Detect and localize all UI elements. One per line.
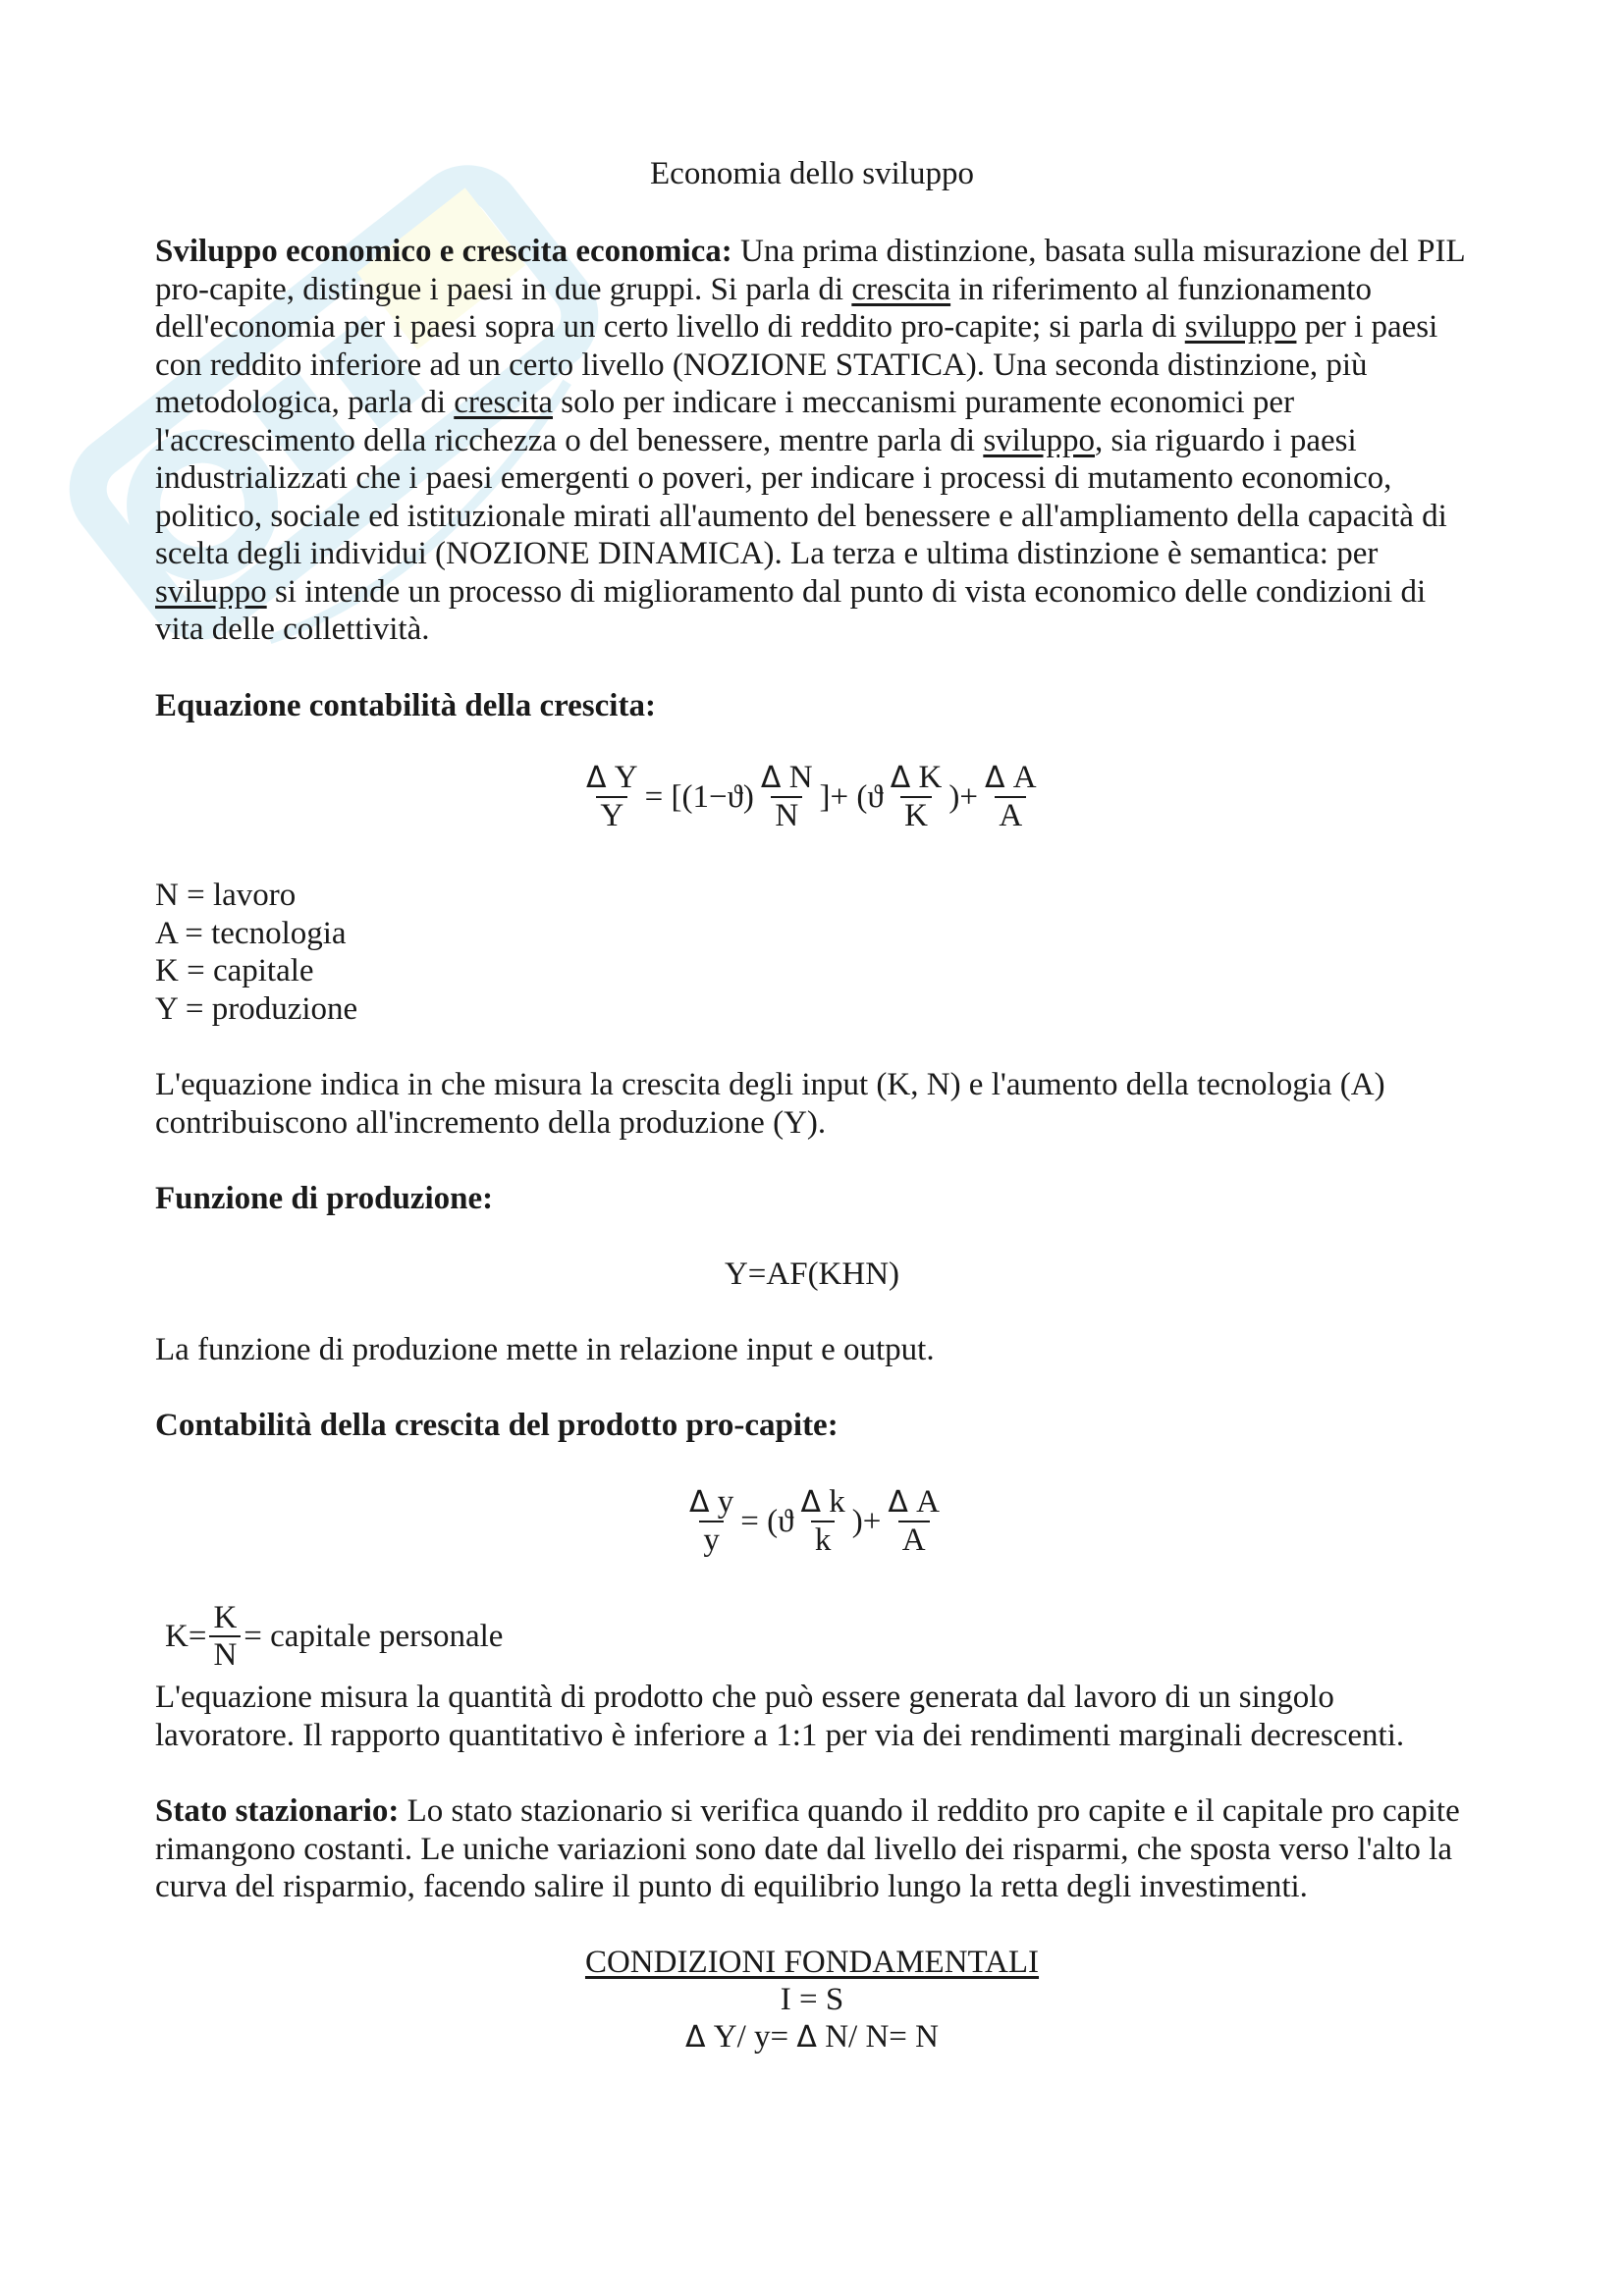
condition-2: [0, 2018, 1624, 2057]
delta-symbol: Δ: [685, 2020, 706, 2055]
paragraph-text: L'equazione indica in che misura la crescita degli input (K, N) e l'aumento della tecnologia (A) contribuiscono all'incremento della produzione (Y).: [155, 1067, 1385, 1141]
delta-symbol: Δ: [689, 1485, 710, 1520]
growth-accounting-equation: [579, 760, 1044, 833]
var-k: k: [829, 1484, 845, 1520]
theta-symbol: ϑ: [867, 778, 884, 815]
fraction-dN-N: [757, 760, 817, 833]
paragraph-funzione: [155, 1331, 1481, 1369]
delta-symbol: Δ: [888, 1485, 908, 1520]
text-run: solo per indicare i meccanismi puramente economici per l'accrescimento della ricchezza o del benessere, mentre parla di: [155, 385, 1295, 458]
heading-sviluppo: Sviluppo economico e crescita economica:: [155, 234, 732, 269]
eq-operator: )+: [851, 1503, 882, 1539]
text-run: Una prima distinzione, basata sulla misurazione del PIL pro-capite, distingue i paesi in due gruppi. Si parla di: [155, 234, 1465, 307]
fraction-dA-A: [981, 760, 1041, 833]
underlined-term: sviluppo: [155, 573, 267, 610]
eq-lhs: K=: [165, 1619, 207, 1654]
heading-equazione: Equazione contabilità della crescita:: [155, 688, 656, 723]
text-run: Lo stato stazionario si verifica quando il reddito pro capite e il capitale pro capite rimangono costanti. Le uniche variazioni sono date dal livello dei risparmi, che sposta verso l'alto la curva del risparmio, facendo salire il punto di equilibrio lungo la retta degli investimenti.: [155, 1793, 1460, 1904]
section-sviluppo: [155, 233, 1481, 649]
paragraph-procapite: [155, 1679, 1481, 1754]
var-N: N: [788, 760, 813, 795]
var-y: y: [699, 1521, 724, 1558]
text-run: , sia riguardo i paesi industrializzati che i paesi emergenti o poveri, per indicare i processi di mutamento economico, politico, sociale ed istituzionale mirati all'aumento del benessere e all'ampliamento della capacità di scelta degli individui (NOZIONE DINAMICA). La terza e ultima distinzione è semantica: per: [155, 422, 1447, 571]
section-procapite: [155, 1407, 1481, 1445]
var-K: K: [900, 796, 932, 833]
paragraph-equazione: [155, 1066, 1481, 1142]
eq-operator: ]+ (: [819, 778, 868, 815]
conditions-title: [0, 1944, 1624, 1982]
legend-item: A = tecnologia: [155, 915, 347, 951]
var-Y: Y: [596, 796, 627, 833]
eq-operator: ): [742, 778, 754, 815]
delta-symbol: Δ: [760, 761, 782, 795]
capital-per-worker-equation: [165, 1600, 503, 1673]
heading-procapite: Contabilità della crescita del prodotto pro-capite:: [155, 1408, 839, 1443]
fraction-K-N: [209, 1600, 241, 1673]
delta-symbol: Δ: [984, 761, 1005, 795]
heading-funzione: Funzione di produzione:: [155, 1181, 494, 1216]
var-A: A: [995, 796, 1026, 833]
var-A: A: [898, 1521, 930, 1558]
legend-item: Y = produzione: [155, 990, 358, 1027]
heading-stazionario: Stato stazionario:: [155, 1793, 400, 1829]
legend-item: N = lavoro: [155, 878, 297, 913]
legend-item: K = capitale: [155, 953, 314, 988]
section-stazionario: [155, 1792, 1481, 1906]
conditions-title-text: CONDIZIONI FONDAMENTALI: [584, 1945, 1040, 1980]
eq-rhs: = capitale personale: [244, 1619, 504, 1654]
eq-operator: )+: [948, 778, 978, 815]
eq-operator: = [(1−: [644, 778, 728, 815]
var-y: y: [717, 1484, 734, 1520]
underlined-term: sviluppo: [983, 422, 1096, 458]
paragraph-stazionario: [155, 1792, 1481, 1906]
theta-symbol: ϑ: [727, 778, 743, 815]
var-Y: Y: [614, 760, 638, 795]
theta-symbol: ϑ: [778, 1503, 794, 1539]
production-function-formula: Y=AF(KHN): [724, 1256, 900, 1292]
var-N: N: [209, 1635, 241, 1673]
section-equazione: [155, 687, 1481, 725]
fraction-dy-y: [685, 1484, 737, 1558]
eq-operator: = (: [740, 1503, 779, 1539]
paragraph-text: La funzione di produzione mette in relazione input e output.: [155, 1332, 935, 1367]
fraction-dY-Y: [582, 760, 642, 833]
delta-symbol: Δ: [890, 761, 911, 795]
eq-text: Y/ y=: [713, 2019, 789, 2055]
section-funzione: [155, 1180, 1481, 1218]
underlined-term: sviluppo: [1184, 309, 1297, 345]
paragraph-text: L'equazione misura la quantità di prodotto che può essere generata dal lavoro di un singolo lavoratore. Il rapporto quantitativo è inferiore a 1:1 per via dei rendimenti marginali decrescenti.: [155, 1680, 1405, 1753]
text-run: in riferimento al funzionamento dell'economia per i paesi sopra un certo livello di reddito pro-capite; si parla di: [155, 271, 1372, 345]
page-title: Economia dello sviluppo: [650, 156, 974, 191]
var-N: N: [771, 796, 802, 833]
var-k: k: [811, 1521, 836, 1558]
text-run: per i paesi con reddito inferiore ad un certo livello (NOZIONE STATICA). Una seconda distinzione, più metodologica, parla di: [155, 309, 1438, 420]
var-A: A: [1012, 760, 1037, 795]
eq-text: N/ N= N: [825, 2019, 939, 2055]
delta-symbol: Δ: [800, 1485, 822, 1520]
fraction-dA-A: [884, 1484, 944, 1558]
paragraph-sviluppo: [155, 233, 1481, 649]
per-capita-equation: [682, 1484, 947, 1558]
var-K: K: [213, 1600, 238, 1635]
delta-symbol: Δ: [586, 761, 607, 795]
text-run: si intende un processo di miglioramento dal punto di vista economico delle condizioni di vita delle collettività.: [155, 573, 1427, 647]
underlined-term: crescita: [454, 385, 554, 420]
fraction-dk-k: [796, 1484, 848, 1558]
fraction-dK-K: [887, 760, 947, 833]
var-K: K: [918, 760, 943, 795]
condition-1: I = S: [780, 1982, 844, 2017]
underlined-term: crescita: [851, 271, 951, 307]
var-A: A: [916, 1484, 940, 1520]
variable-legend: [155, 877, 1481, 1028]
delta-symbol: Δ: [796, 2020, 817, 2055]
